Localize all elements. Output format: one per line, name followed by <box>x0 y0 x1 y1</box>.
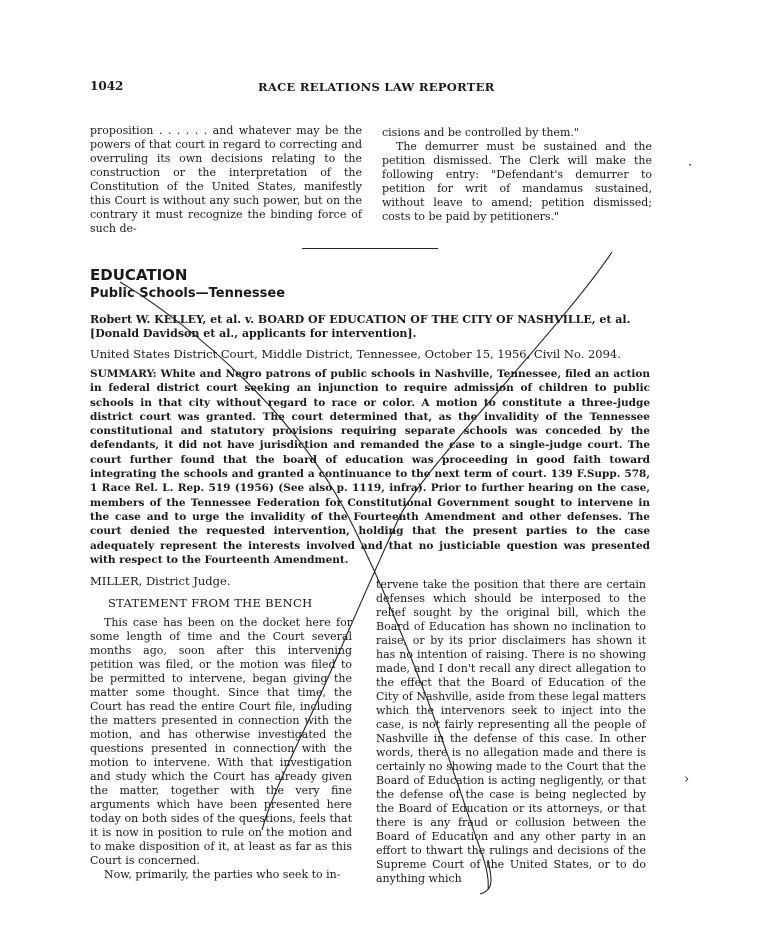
running-head: RACE RELATIONS LAW REPORTER <box>258 80 495 94</box>
statement-heading: STATEMENT FROM THE BENCH <box>108 596 313 610</box>
case-caption-line-1: Robert W. KELLEY, et al. v. BOARD OF EDUCATION OF THE CITY OF NASHVILLE, et al. <box>90 313 631 326</box>
margin-mark-bottom: › <box>684 772 690 787</box>
margin-mark-top: · <box>688 158 693 173</box>
opinion-right-column: tervene take the position that there are certain defenses which should be interposed to the relief sought by the original bill, which the Board of Education has shown no inclination to raise, or by its prior disclaimers has shown it has no intention of raising. There is no showing made, and I don't recall any direct allegation to the effect that the Board of Education of the City of Nashville, aside from these legal matters which the intervenors seek to inject into the case, is not fairly representing all the people of Nashville in the defense of this case. In other words, there is no allegation made and there is certainly no showing made to the Court that the Board of Education is acting negligently, or that the defense of the case is being neglected by the Board of Education or its attorneys, or that there is any fraud or collusion between the Board of Education and any other party in an effort to thwart the rulings and decisions of the Supreme Court of the United States, or to do anything which <box>376 578 646 885</box>
case-summary: SUMMARY: White and Negro patrons of public schools in Nashville, Tennessee, filed an action in federal district court seeking an injunction to require admission of children to public schools in that city without regard to race or color. A motion to constitute a three-judge district court was granted. The court determined that, as the invalidity of the Tennessee constitutional and statutory provisions requiring separate schools was conceded by the defendants, it did not have jurisdiction and remanded the case to a single-judge court. The court further found that the board of education was proceeding in good faith toward integrating the schools and granted a continuance to the next term of court. 139 F.Supp. 578, 1 Race Rel. L. Rep. 519 (1956) (See also p. 1119, infra). Prior to further hearing on the case, members of the Tennessee Federation for Constitutional Government sought to intervene in the case and to urge the invalidity of the Fourteenth Amendment and other defenses. The court denied the requested intervention, holding that the present parties to the case adequately represent the interests involved and that no justiciable question was presented with respect to the Fourteenth Amendment. <box>90 368 650 566</box>
top-right-paragraph-1: cisions and be controlled by them." <box>382 126 579 139</box>
page-number: 1042 <box>90 79 124 93</box>
top-right-column <box>382 126 652 224</box>
top-left-column: proposition . . . . . . and whatever may be the powers of that court in regard to correcting and overruling its own decisions relating to the construction or the interpretation of the Constitution of the United States, manifestly this Court is without any such power, but on the contrary it must recognize the binding force of such de- <box>90 124 362 235</box>
top-right-paragraph-2: The demurrer must be sustained and the petition dismissed. The Clerk will make the following entry: "Defendant's demurrer to petition for writ of mandamus sustained, without leave to amend; petition dismissed; costs to be paid by petitioners." <box>382 140 652 223</box>
opinion-left-column <box>90 574 352 882</box>
case-caption <box>90 313 650 341</box>
case-caption-line-2: [Donald Davidson et al., applicants for intervention]. <box>90 327 417 340</box>
opinion-paragraph-1: This case has been on the docket here for some length of time and the Court several months ago, soon after this intervening petition was filed, or the motion was filed to be permitted to intervene, began giving the matter some thought. Since that time, the Court has read the entire Court file, including the matters presented in connection with the motion, and has otherwise investigated the questions presented in connection with the motion to intervene. With that investigation and study which the Court has already given the matter, together with the very fine arguments which have been presented here today on both sides of the questions, feels that it is now in position to rule on the motion and to make disposition of it, at least as far as this Court is concerned. <box>90 616 352 867</box>
opinion-paragraph-2: Now, primarily, the parties who seek to in- <box>104 868 341 881</box>
section-divider <box>302 248 438 249</box>
section-title: EDUCATION <box>90 266 188 284</box>
section-subtitle: Public Schools—Tennessee <box>90 286 286 301</box>
judge-line: MILLER, District Judge. <box>90 574 231 588</box>
court-line: United States District Court, Middle District, Tennessee, October 15, 1956, Civil No. 2094. <box>90 347 621 361</box>
